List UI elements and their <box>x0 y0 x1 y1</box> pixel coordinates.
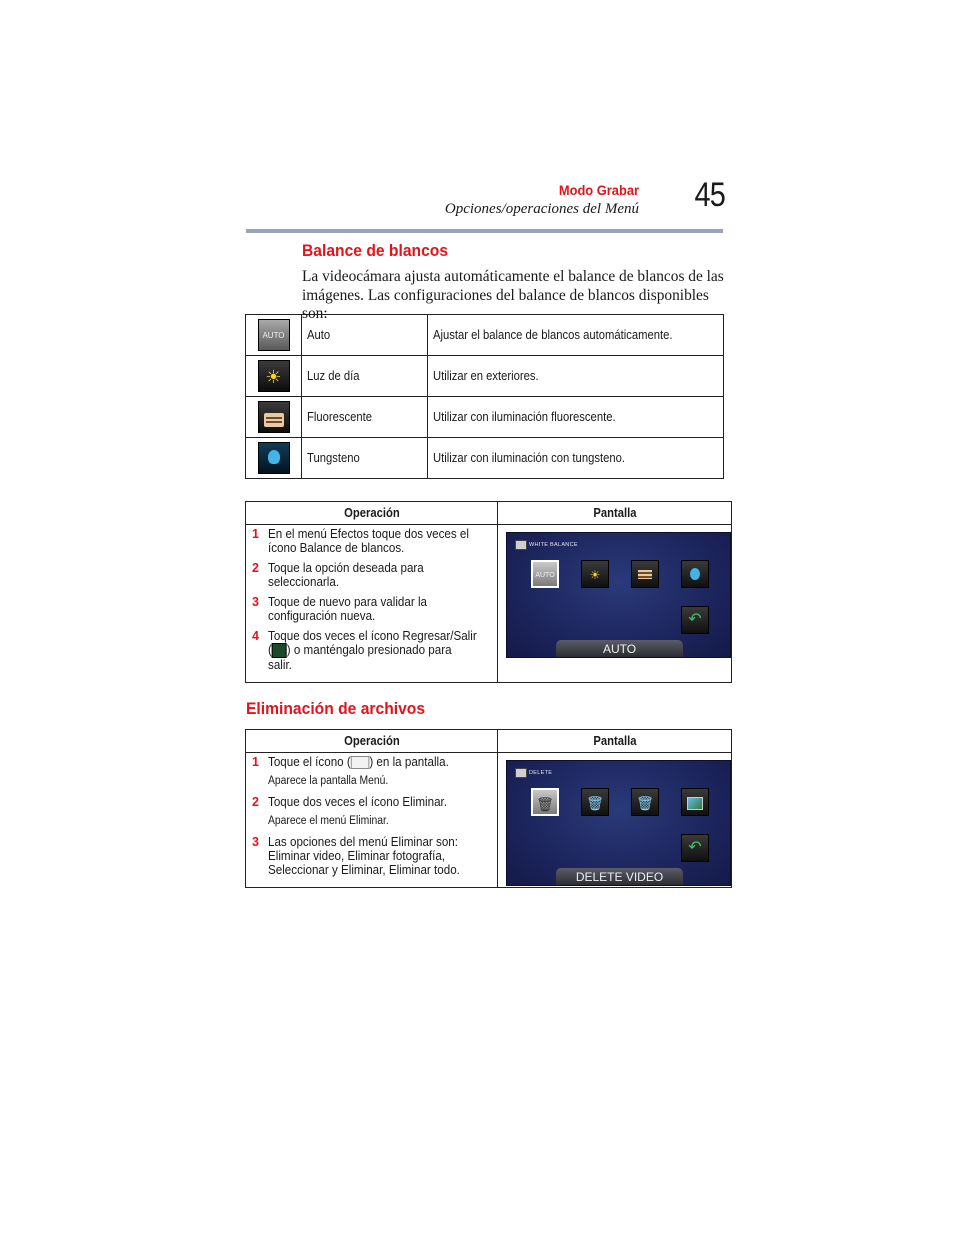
back-exit-icon <box>272 643 287 658</box>
white-balance-options-table <box>245 314 724 479</box>
column-header-screen: Pantalla <box>498 730 732 753</box>
table-row <box>246 315 724 356</box>
step-4: 4 Toque dos veces el ícono Regresar/Salir ( ) o manténgalo presionado para salir. <box>252 629 477 673</box>
column-header-operation: Operación <box>246 502 498 525</box>
table-header-row <box>246 502 732 525</box>
table-row <box>246 438 724 479</box>
option-name: Luz de día <box>307 369 360 383</box>
delete-video-icon: 🗑 <box>531 788 559 816</box>
selection-label-bar: DELETE VIDEO <box>556 868 683 885</box>
step-2: 2 Toque la opción deseada para seleccionarla. <box>252 561 424 589</box>
option-description: Utilizar en exteriores. <box>433 369 539 383</box>
table-row <box>246 356 724 397</box>
step-3: 3 Toque de nuevo para validar la configuración nueva. <box>252 595 428 623</box>
auto-wb-icon: AUTO <box>258 319 290 351</box>
option-description: Utilizar con iluminación con tungsteno. <box>433 451 625 465</box>
tungsten-icon <box>681 560 709 588</box>
delete-heading: Eliminación de archivos <box>246 699 426 718</box>
header-rule <box>246 229 723 233</box>
white-balance-procedure-table <box>245 501 732 683</box>
option-description: Ajustar el balance de blancos automáticamente. <box>433 328 673 342</box>
steps-cell <box>246 525 498 683</box>
page-number: 45 <box>694 176 725 214</box>
delete-screen <box>506 760 731 886</box>
daylight-icon: ☀ <box>258 360 290 392</box>
delete-photo-icon: 🗑 <box>581 788 609 816</box>
white-balance-intro: La videocámara ajusta automáticamente el balance de blancos de las imágenes. Las configuraciones del balance de blancos disponibles son: <box>302 268 724 322</box>
column-header-screen: Pantalla <box>498 502 732 525</box>
step-1: 1 Toque el ícono ( ) en la pantalla. <box>252 755 449 769</box>
delete-all-icon <box>681 788 709 816</box>
step-1: 1 En el menú Efectos toque dos veces el ícono Balance de blancos. <box>252 527 469 555</box>
select-delete-icon: 🗑 <box>631 788 659 816</box>
steps-cell <box>246 753 498 888</box>
screen-title: DELETE <box>529 770 553 776</box>
table-header-row <box>246 730 732 753</box>
option-description: Utilizar con iluminación fluorescente. <box>433 410 616 424</box>
running-header-section: Modo Grabar <box>558 182 639 198</box>
back-exit-icon: ↶ <box>681 834 709 862</box>
step-2: 2 Toque dos veces el ícono Eliminar. <box>252 795 447 810</box>
table-row <box>246 753 732 888</box>
screen-cell <box>498 753 732 888</box>
table-row <box>246 397 724 438</box>
table-row <box>246 525 732 683</box>
menu-grid-icon <box>351 756 370 769</box>
option-name: Fluorescente <box>307 410 373 424</box>
screen-title: WHITE BALANCE <box>529 542 578 548</box>
auto-wb-icon: AUTO <box>531 560 559 588</box>
tungsten-icon <box>258 442 290 474</box>
delete-procedure-table <box>245 729 732 888</box>
fluorescent-icon <box>631 560 659 588</box>
fluorescent-icon <box>258 401 290 433</box>
selection-label-bar: AUTO <box>556 640 683 657</box>
menu-title-icon <box>515 540 527 550</box>
white-balance-heading: Balance de blancos <box>302 241 449 260</box>
menu-title-icon <box>515 768 527 778</box>
step-note: Aparece la pantalla Menú. <box>268 775 389 788</box>
back-exit-icon: ↶ <box>681 606 709 634</box>
white-balance-screen <box>506 532 731 658</box>
screen-cell <box>498 525 732 683</box>
option-name: Auto <box>307 328 331 342</box>
option-name: Tungsteno <box>307 451 360 465</box>
daylight-icon: ☀ <box>581 560 609 588</box>
step-3: 3 Las opciones del menú Eliminar son: Eliminar video, Eliminar fotografía, Seleccionar y Eliminar, Eliminar todo. <box>252 835 460 878</box>
column-header-operation: Operación <box>246 730 498 753</box>
step-note: Aparece el menú Eliminar. <box>268 815 389 828</box>
running-header-subsection: Opciones/operaciones del Menú <box>444 201 639 217</box>
